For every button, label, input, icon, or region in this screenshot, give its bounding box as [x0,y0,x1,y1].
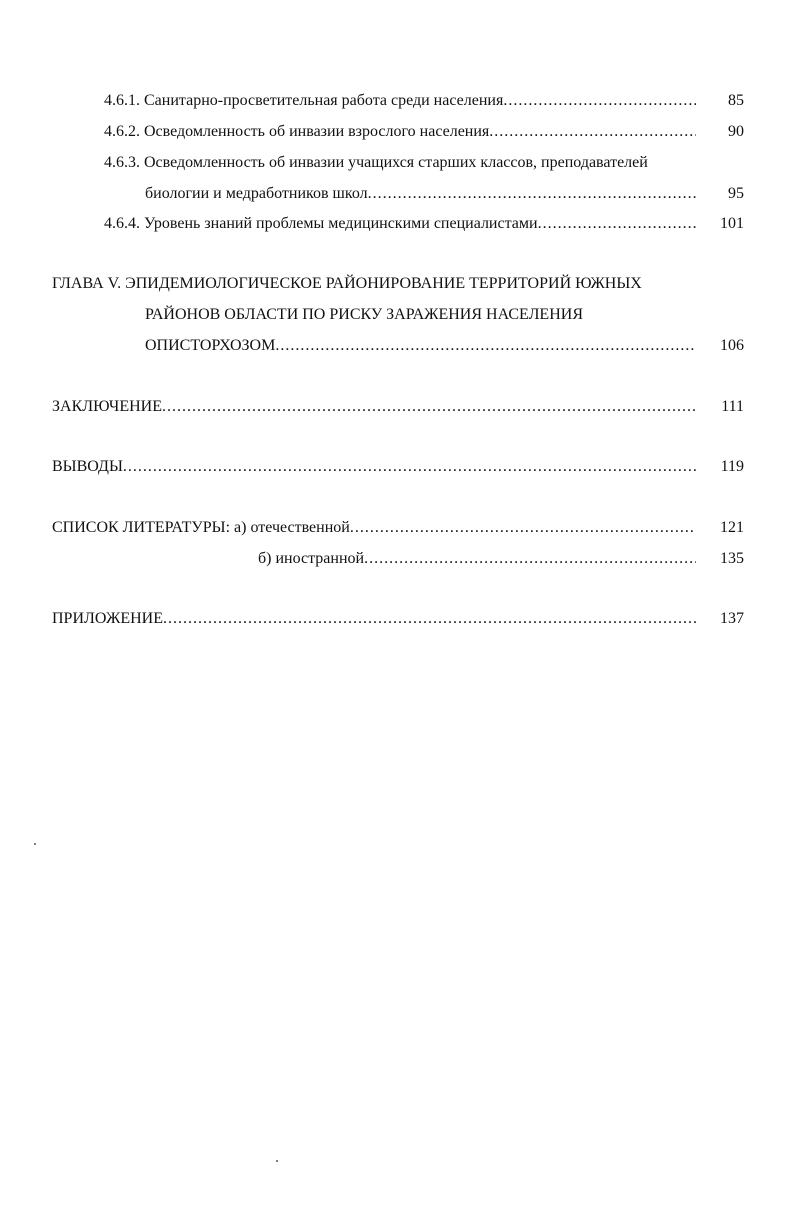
toc-leader-dots [489,120,696,144]
toc-entry-title: СПИСОК ЛИТЕРАТУРЫ: а) отечественной [52,519,350,536]
toc-page-number: 101 [720,215,744,232]
toc-chapter-5-line3[interactable] [145,334,744,358]
toc-leader-dots [162,395,696,419]
toc-findings[interactable] [52,455,744,479]
toc-page-number: 95 [728,185,744,202]
toc-entry-title: 4.6.2. Осведомленность об инвазии взрослого населения [104,123,490,140]
toc-leader-dots [275,334,696,358]
toc-page-number: 106 [720,337,744,354]
toc-entry-4-6-3-line1[interactable]: 4.6.3. Осведомленность об инвазии учащихся старших классов, преподавателей [104,154,648,171]
toc-page-number: 90 [728,123,744,140]
toc-leader-dots [350,516,696,540]
toc-page-number: 137 [720,610,744,627]
toc-leader-dots [368,182,696,206]
toc-page-number: 119 [720,458,744,475]
toc-entry-title: биологии и медработников школ [145,185,368,202]
toc-entry-title: ПРИЛОЖЕНИЕ [52,610,164,627]
toc-entry-title: 4.6.1. Санитарно-просветительная работа среди населения [104,92,504,109]
toc-entry-title: ВЫВОДЫ [52,458,123,475]
toc-page-number: 85 [728,92,744,109]
toc-entry-4-6-1[interactable] [104,89,744,113]
toc-entry-4-6-3-line2[interactable] [145,182,744,206]
toc-leader-dots [364,547,696,571]
toc-leader-dots [538,212,696,236]
toc-chapter-5-line2[interactable]: РАЙОНОВ ОБЛАСТИ ПО РИСКУ ЗАРАЖЕНИЯ НАСЕЛЕНИЯ [145,306,583,323]
toc-entry-4-6-2[interactable] [104,120,744,144]
toc-appendix[interactable] [52,607,744,631]
toc-entry-4-6-4[interactable] [104,212,744,236]
toc-page-number: 121 [720,519,744,536]
toc-entry-title: 4.6.4. Уровень знаний проблемы медицинскими специалистами [104,215,538,232]
toc-chapter-5-line1[interactable]: ГЛАВА V. ЭПИДЕМИОЛОГИЧЕСКОЕ РАЙОНИРОВАНИЕ ТЕРРИТОРИЙ ЮЖНЫХ [52,275,642,292]
toc-leader-dots [503,89,696,113]
toc-literature-domestic[interactable] [52,516,744,540]
toc-leader-dots [163,607,696,631]
toc-page-number: 135 [720,550,744,567]
toc-entry-title: ОПИСТОРХОЗОМ [145,337,276,354]
toc-leader-dots [123,455,696,479]
scan-speck [34,843,36,845]
toc-entry-title: б) иностранной [258,550,365,567]
toc-entry-title: ЗАКЛЮЧЕНИЕ [52,398,162,415]
scan-speck [276,1160,278,1162]
toc-literature-foreign[interactable] [258,547,744,571]
toc-page-number: 111 [721,398,744,415]
toc-conclusion[interactable] [52,395,744,419]
